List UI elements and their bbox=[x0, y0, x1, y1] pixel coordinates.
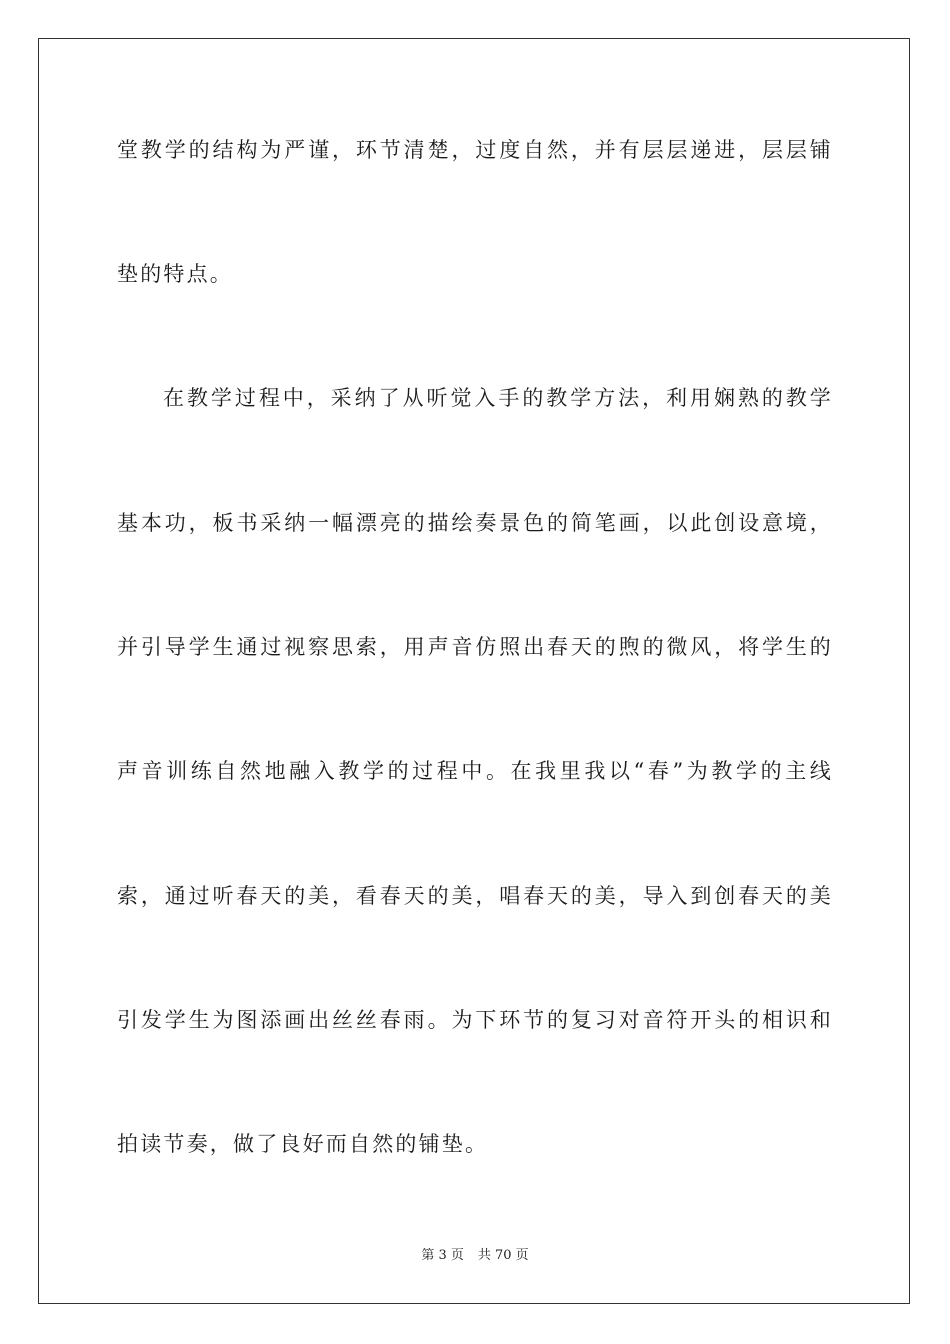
paragraph-line-4: 基本功，板书采纳一幅漂亮的描绘奏景色的简笔画，以此创设意境， bbox=[117, 511, 833, 535]
paragraph-line-3: 在教学过程中，采纳了从听觉入手的教学方法，利用娴熟的教学 bbox=[163, 386, 833, 410]
paragraph-line-2: 垫的特点。 bbox=[117, 262, 233, 286]
page-footer bbox=[0, 1247, 950, 1265]
page-border bbox=[38, 38, 910, 1304]
paragraph-line-1: 堂教学的结构为严谨，环节清楚，过度自然，并有层层递进，层层铺 bbox=[117, 138, 833, 162]
paragraph-line-6: 声音训练自然地融入教学的过程中。在我里我以“春”为教学的主线 bbox=[117, 759, 833, 783]
page-total: 共 70 页 bbox=[477, 1248, 529, 1263]
paragraph-line-7: 索，通过听春天的美，看春天的美，唱春天的美，导入到创春天的美 bbox=[117, 884, 833, 908]
paragraph-line-5: 并引导学生通过视察思索，用声音仿照出春天的煦的微风，将学生的 bbox=[117, 635, 833, 659]
page-number: 第 3 页 bbox=[421, 1248, 464, 1263]
paragraph-line-9: 拍读节奏，做了良好而自然的铺垫。 bbox=[117, 1132, 489, 1156]
paragraph-line-8: 引发学生为图添画出丝丝春雨。为下环节的复习对音符开头的相识和 bbox=[117, 1008, 833, 1032]
